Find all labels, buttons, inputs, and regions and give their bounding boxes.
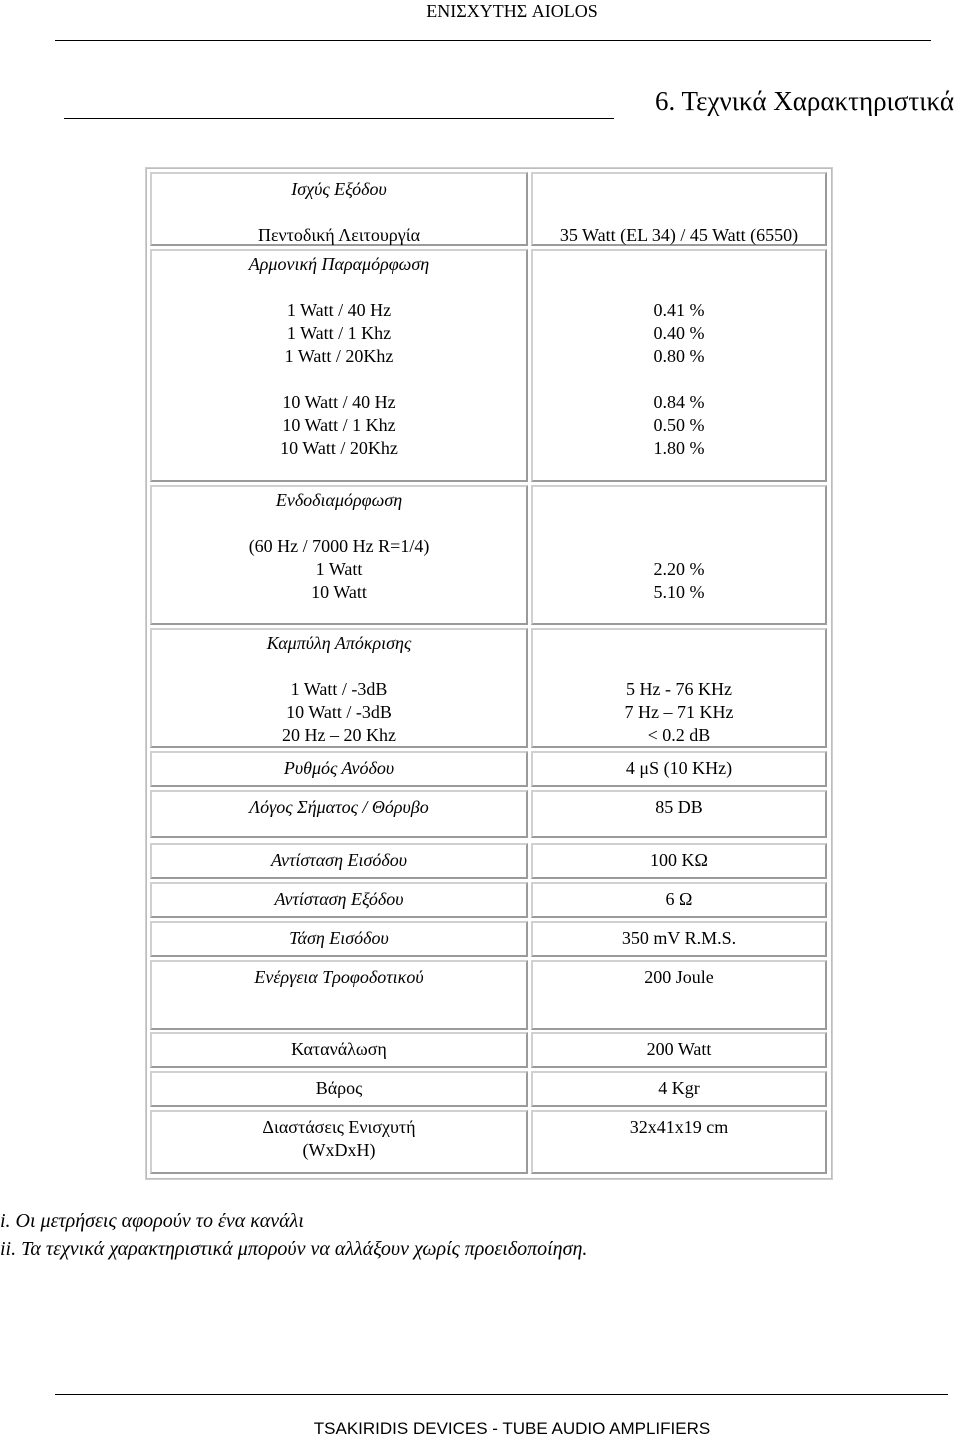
spec-row-9-left-line: Τάση Εισόδου	[289, 928, 389, 948]
spec-row-5-right-line: 4 μS (10 KHz)	[625, 758, 733, 778]
section-title-rule	[64, 118, 614, 119]
spec-row-7-right-line: 100 ΚΩ	[650, 850, 708, 870]
spec-row-6-value-cell	[531, 790, 827, 838]
spec-row-10-left-line: Ενέργεια Τροφοδοτικού	[254, 967, 424, 987]
spec-row-3-label-cell	[150, 485, 528, 625]
spec-row-2-right-line: 0.40 %	[653, 323, 705, 343]
spec-row-13-label-cell	[150, 1110, 528, 1174]
spec-row-1-right-line	[533, 201, 825, 224]
spec-row-2-right-line: 0.80 %	[653, 346, 705, 366]
spec-row-3-right-line: 5.10 %	[653, 582, 705, 602]
spec-row-4-right-line	[533, 655, 825, 678]
spec-row-1-left-line: Πεντοδική Λειτουργία	[257, 225, 421, 245]
spec-row-1-left-line	[152, 201, 526, 224]
spec-row-8-label-cell	[150, 882, 528, 918]
spec-row-1-left-line: Ισχύς Εξόδου	[291, 179, 387, 199]
spec-row-9-label-cell	[150, 921, 528, 957]
spec-row-9-right-line: 350 mV R.M.S.	[621, 928, 737, 948]
spec-row-1-right-line	[533, 178, 825, 201]
spec-row-4-label-cell	[150, 628, 528, 748]
document-footer: TSAKIRIDIS DEVICES - TUBE AUDIO AMPLIFIERS	[313, 1419, 711, 1438]
spec-row-11-left-line: Κατανάλωση	[291, 1039, 387, 1059]
spec-row-3-left-line: Ενδοδιαμόρφωση	[275, 490, 403, 510]
spec-row-5-value-cell	[531, 751, 827, 787]
spec-row-6-right-line: 85 DB	[655, 797, 703, 817]
spec-row-8-value-cell	[531, 882, 827, 918]
note-2: ii. Τα τεχνικά χαρακτηριστικά μπορούν να αλλάξουν χωρίς προειδοποίηση.	[0, 1238, 588, 1260]
spec-row-2-right-line: 1.80 %	[653, 438, 705, 458]
spec-row-2-value-cell	[531, 249, 827, 482]
spec-row-4-right-line: < 0.2 dB	[647, 725, 711, 745]
spec-row-2-left-line: 10 Watt / 40 Hz	[282, 392, 396, 412]
spec-row-4-left-line	[152, 655, 526, 678]
spec-row-4-right-line: 7 Hz – 71 KHz	[624, 702, 734, 722]
spec-row-11-right-line: 200 Watt	[646, 1039, 712, 1059]
spec-row-6-label-cell	[150, 790, 528, 838]
spec-row-3-value-cell	[531, 485, 827, 625]
spec-row-6-left-line: Λόγος Σήματος / Θόρυβο	[249, 797, 429, 817]
spec-row-7-value-cell	[531, 843, 827, 879]
spec-row-2-left-line: 1 Watt / 1 Khz	[286, 323, 392, 343]
section-title: 6. Τεχνικά Χαρακτηριστικά	[655, 86, 954, 116]
spec-row-13-right-line: 32x41x19 cm	[629, 1117, 729, 1137]
spec-row-10-label-cell	[150, 960, 528, 1030]
spec-row-12-left-line: Βάρος	[315, 1078, 363, 1098]
spec-row-3-left-line: 10 Watt	[311, 582, 367, 602]
spec-row-2-left-line: Αρμονική Παραμόρφωση	[248, 254, 430, 274]
spec-row-1-right-line: 35 Watt (EL 34) / 45 Watt (6550)	[559, 225, 799, 245]
spec-row-4-left-line: Καμπύλη Απόκρισης	[266, 633, 412, 653]
spec-row-2-label-cell	[150, 249, 528, 482]
spec-row-2-left-line: 10 Watt / 1 Khz	[282, 415, 396, 435]
spec-row-4-left-line: 10 Watt / -3dB	[286, 702, 392, 722]
spec-row-10-value-cell	[531, 960, 827, 1030]
spec-row-7-left-line: Αντίσταση Εισόδου	[270, 850, 407, 870]
document-header-title: ΕΝΙΣΧΥΤΗΣ AIOLOS	[426, 1, 598, 21]
spec-row-3-left-line: 1 Watt	[315, 559, 363, 579]
spec-row-7-label-cell	[150, 843, 528, 879]
spec-row-3-right-line: 2.20 %	[653, 559, 705, 579]
spec-row-2-left-line: 10 Watt / 20Khz	[280, 438, 398, 458]
spec-row-3-right-line	[533, 535, 825, 558]
spec-row-2-right-line: 0.41 %	[653, 300, 705, 320]
spec-row-2-left-line: 1 Watt / 20Khz	[284, 346, 394, 366]
spec-row-4-right-line: 5 Hz - 76 KHz	[626, 679, 732, 699]
spec-row-2-right-line: 0.84 %	[653, 392, 705, 412]
footer-rule	[55, 1394, 948, 1395]
spec-row-3-right-line	[533, 512, 825, 535]
spec-row-13-left-line: (WxDxH)	[302, 1140, 376, 1160]
spec-row-2-right-line	[533, 276, 825, 299]
spec-row-3-left-line	[152, 512, 526, 535]
note-1: i. Οι μετρήσεις αφορούν το ένα κανάλι	[0, 1210, 304, 1232]
spec-row-11-value-cell	[531, 1032, 827, 1068]
spec-row-9-value-cell	[531, 921, 827, 957]
spec-row-3-right-line	[533, 489, 825, 512]
spec-row-2-left-line: 1 Watt / 40 Hz	[286, 300, 392, 320]
spec-row-4-left-line: 20 Hz – 20 Khz	[282, 725, 396, 745]
spec-row-3-left-line: (60 Hz / 7000 Hz R=1/4)	[248, 536, 430, 556]
spec-row-2-right-line: 0.50 %	[653, 415, 705, 435]
spec-row-11-label-cell	[150, 1032, 528, 1068]
spec-row-1-label-cell	[150, 172, 528, 246]
spec-row-2-left-line	[152, 276, 526, 299]
spec-row-8-right-line: 6 Ω	[665, 889, 693, 909]
spec-row-2-right-line	[533, 368, 825, 391]
spec-row-12-label-cell	[150, 1071, 528, 1107]
spec-row-8-left-line: Αντίσταση Εξόδου	[274, 889, 404, 909]
spec-row-5-label-cell	[150, 751, 528, 787]
spec-row-2-right-line	[533, 253, 825, 276]
spec-row-4-left-line: 1 Watt / -3dB	[290, 679, 388, 699]
header-rule	[55, 40, 931, 41]
spec-row-2-left-line	[152, 368, 526, 391]
spec-row-12-right-line: 4 Kgr	[658, 1078, 700, 1098]
spec-row-13-left-line: Διαστάσεις Ενισχυτή	[262, 1117, 416, 1137]
spec-row-4-value-cell	[531, 628, 827, 748]
spec-row-10-right-line: 200 Joule	[644, 967, 714, 987]
spec-row-4-right-line	[533, 632, 825, 655]
spec-row-1-value-cell	[531, 172, 827, 246]
spec-row-5-left-line: Ρυθμός Ανόδου	[283, 758, 395, 778]
spec-row-13-value-cell	[531, 1110, 827, 1174]
spec-row-12-value-cell	[531, 1071, 827, 1107]
